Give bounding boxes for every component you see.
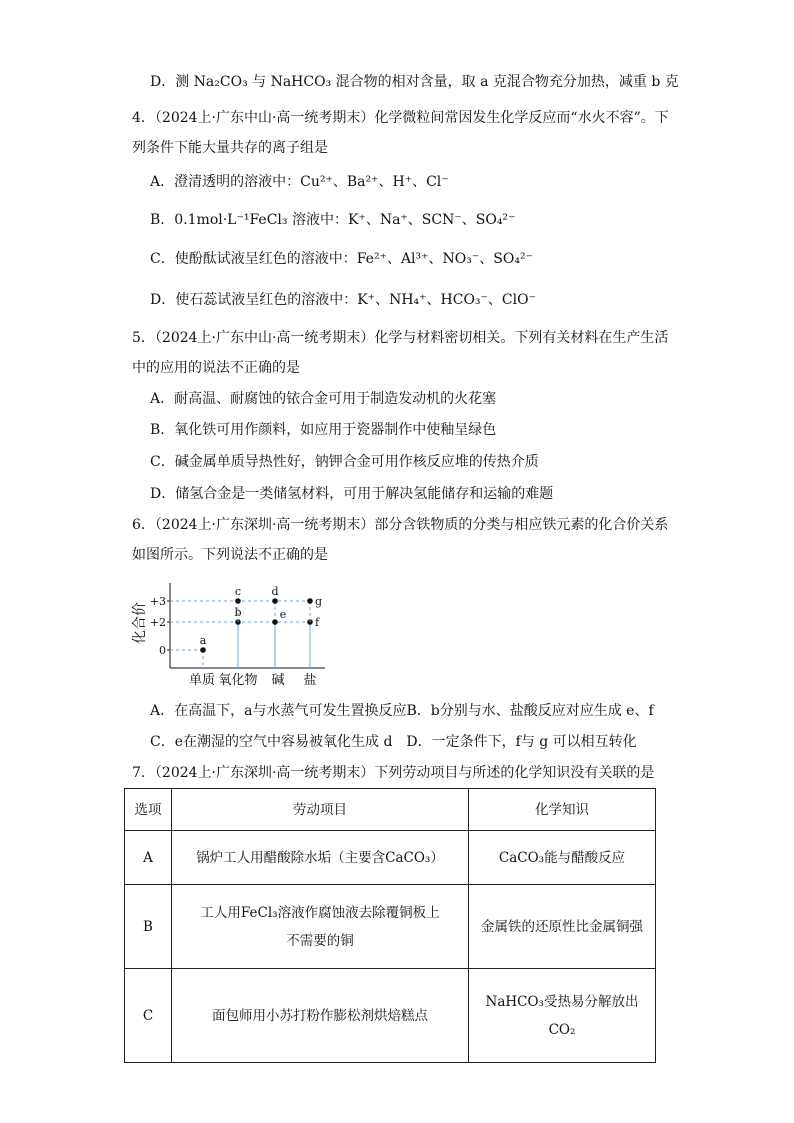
table-row (125, 969, 656, 1063)
data-point-c (235, 598, 241, 604)
q5-option-c: C．碱金属单质导热性好，钠钾合金可用作核反应堆的传热介质 (150, 454, 539, 470)
q4-option-c: C．使酚酞试液呈红色的溶液中：Fe²⁺、Al³⁺、NO₃⁻、SO₄²⁻ (150, 251, 533, 267)
q5-stem-line1: 5．（2024上·广东中山·高一统考期末）化学与材料密切相关。下列有关材料在生产生活 (132, 330, 669, 346)
q3-option-d: D．测 Na₂CO₃ 与 NaHCO₃ 混合物的相对含量，取 a 克混合物充分加热，减重 b 克 (150, 74, 679, 90)
iron-valence-chart (130, 578, 330, 693)
row-c-item: 面包师用小苏打粉作膨松剂烘焙糕点 (172, 969, 469, 1063)
x-category-label: 碱 (271, 673, 285, 688)
q6-options-ab: A．在高温下，a与水蒸气可发生置换反应B．b分别与水、盐酸反应对应生成 e、f (150, 703, 654, 719)
q7-stem: 7．（2024上·广东深圳·高一统考期末）下列劳动项目与所述的化学知识没有关联的是 (132, 765, 655, 781)
q6-options-cd: C．e在潮湿的空气中容易被氧化生成 d D．一定条件下，f与 g 可以相互转化 (150, 734, 637, 750)
point-label: g (315, 595, 323, 608)
row-a-knowledge: CaCO₃能与醋酸反应 (469, 831, 656, 885)
q4-stem-line2: 列条件下能大量共存的离子组是 (132, 140, 328, 156)
header-chem-knowledge: 化学知识 (469, 789, 656, 831)
table-row (125, 885, 656, 969)
q6-stem-line1: 6．（2024上·广东深圳·高一统考期末）部分含铁物质的分类与相应铁元素的化合价关系 (132, 517, 669, 533)
q5-stem-line2: 中的应用的说法不正确的是 (132, 360, 300, 376)
data-point-e (272, 619, 278, 625)
x-category-label: 氧化物 (218, 673, 258, 688)
point-label: d (271, 585, 279, 598)
q4-option-b: B．0.1mol·L⁻¹FeCl₃ 溶液中：K⁺、Na⁺、SCN⁻、SO₄²⁻ (150, 212, 516, 228)
row-a-option: A (125, 831, 172, 885)
q6-stem-line2: 如图所示。下列说法不正确的是 (132, 547, 328, 563)
q4-stem-line1: 4．（2024上·广东中山·高一统考期末）化学微粒间常因发生化学反应而“水火不容”。下 (132, 110, 669, 126)
q7-table (124, 788, 656, 1063)
header-option: 选项 (125, 789, 172, 831)
x-category-label: 单质 (188, 673, 216, 688)
y-tick-label: +2 (149, 616, 166, 629)
q4-option-d: D．使石蕊试液呈红色的溶液中：K⁺、NH₄⁺、HCO₃⁻、ClO⁻ (150, 292, 536, 308)
row-b-option: B (125, 885, 172, 969)
point-label: c (234, 585, 242, 598)
q5-option-d: D．储氢合金是一类储氢材料，可用于解决氢能储存和运输的难题 (150, 486, 554, 502)
header-labor-item: 劳动项目 (172, 789, 469, 831)
q5-option-b: B．氧化铁可用作颜料，如应用于瓷器制作中使釉呈绿色 (150, 422, 497, 438)
row-a-item: 锅炉工人用醋酸除水垢（主要含CaCO₃） (172, 831, 469, 885)
row-b-knowledge: 金属铁的还原性比金属铜强 (469, 885, 656, 969)
y-tick-label: 0 (159, 644, 166, 657)
point-label: a (199, 634, 207, 647)
row-c-option: C (125, 969, 172, 1063)
row-b-item: 工人用FeCl₃溶液作腐蚀液去除覆铜板上不需要的铜 (172, 885, 469, 969)
q5-option-a: A．耐高温、耐腐蚀的铱合金可用于制造发动机的火花塞 (150, 391, 497, 407)
x-category-label: 盐 (303, 673, 317, 688)
data-point-g (307, 598, 313, 604)
table-row (125, 831, 656, 885)
point-label: e (279, 608, 287, 621)
point-label: b (234, 606, 242, 619)
y-tick-label: +3 (149, 595, 166, 608)
data-point-a (200, 647, 206, 653)
table-header-row (125, 789, 656, 831)
data-point-d (272, 598, 278, 604)
point-label: f (315, 616, 320, 629)
q4-option-a: A．澄清透明的溶液中：Cu²⁺、Ba²⁺、H⁺、Cl⁻ (150, 174, 449, 190)
chart-y-axis-label: 化合价 (132, 602, 148, 644)
row-c-knowledge: NaHCO₃受热易分解放出CO₂ (469, 969, 656, 1063)
